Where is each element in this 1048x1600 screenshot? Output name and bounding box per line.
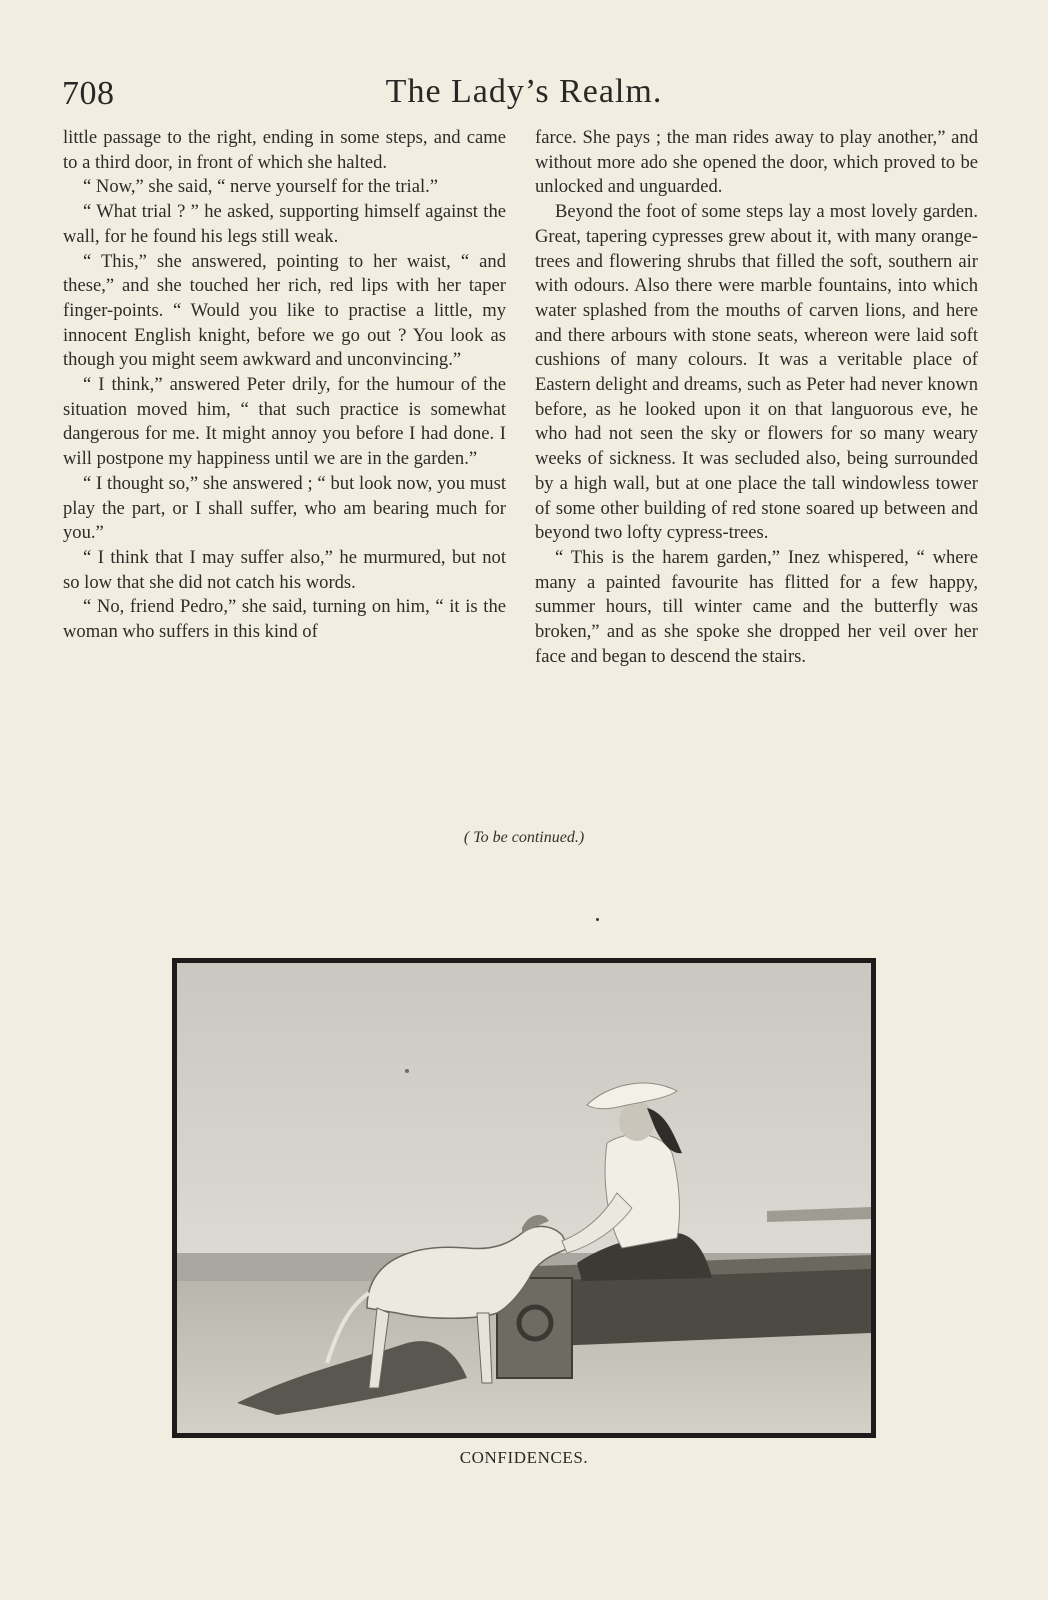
right-column — [535, 126, 978, 669]
to-be-continued-note: ( To be continued.) — [463, 829, 585, 846]
gull — [405, 1069, 409, 1073]
girl-head — [619, 1101, 655, 1141]
paragraph: “ I think that I may suffer also,” he murmured, but not so low that she did not catch his words. — [63, 546, 506, 593]
paragraph: “ Now,” she said, “ nerve yourself for the trial.” — [83, 176, 439, 198]
running-title: The Lady’s Realm. — [385, 73, 663, 110]
paragraph: “ No, friend Pedro,” she said, turning on him, “ it is the woman who suffers in this kind of — [63, 596, 506, 643]
page-number: 708 — [62, 75, 115, 112]
left-column — [63, 126, 506, 645]
photo-caption: CONFIDENCES. — [459, 1448, 589, 1467]
paragraph: little passage to the right, ending in some steps, and came to a third door, in front of which she halted. — [63, 127, 506, 173]
printer-dot — [596, 918, 599, 921]
paragraph: “ This,” she answered, pointing to her waist, “ and these,” and she touched her rich, red lips with her taper finger-points. “ Would you like to practise a little, my innocent English knight, before we go out ? You look as though you might seem awkward and unconvincing.” — [63, 250, 506, 371]
paragraph: “ I think,” answered Peter drily, for the humour of the situation moved him, “ that such practice is somewhat dangerous for me. It might annoy you before I had done. I will postpone my happiness until we are in the garden.” — [63, 374, 506, 470]
paragraph: “ What trial ? ” he asked, supporting himself against the wall, for he found his legs still weak. — [63, 201, 506, 247]
photograph-frame — [172, 958, 876, 1438]
paragraph: farce. She pays ; the man rides away to play another,” and without more ado she opened the door, which proved to be unlocked and unguarded. — [535, 127, 978, 198]
sky — [177, 963, 871, 1263]
girl-blouse — [605, 1134, 679, 1248]
beach-photograph — [177, 963, 871, 1433]
paragraph: “ I thought so,” she answered ; “ but look now, you must play the part, or I shall suffer, who am bearing much for you.” — [63, 472, 506, 544]
paragraph: Beyond the foot of some steps lay a most lovely garden. Great, tapering cypresses grew about it, with many orange-trees and flowering shrubs that filled the soft, southern air with odours. Also there were marble fountains, into which water splashed from the mouths of carven lions, and here and there arbours with stone seats, whereon were laid soft cushions of many colours. It was a veritable place of Eastern delight and dreams, such as Peter had never known before, as he looked upon it on that languorous eve, he who had not seen the sky or flowers for so many weary weeks of sickness. It was secluded also, being surrounded by a high wall, but at one place the tall windowless tower of some other building of red stone soared up between and beyond two lofty cypress-trees. — [535, 201, 978, 544]
paragraph: “ This is the harem garden,” Inez whispered, “ where many a painted favourite has flitted for a few happy, summer hours, till winter came and the butterfly was broken,” and as she spoke she dropped her veil over her face and began to descend the stairs. — [535, 546, 978, 667]
